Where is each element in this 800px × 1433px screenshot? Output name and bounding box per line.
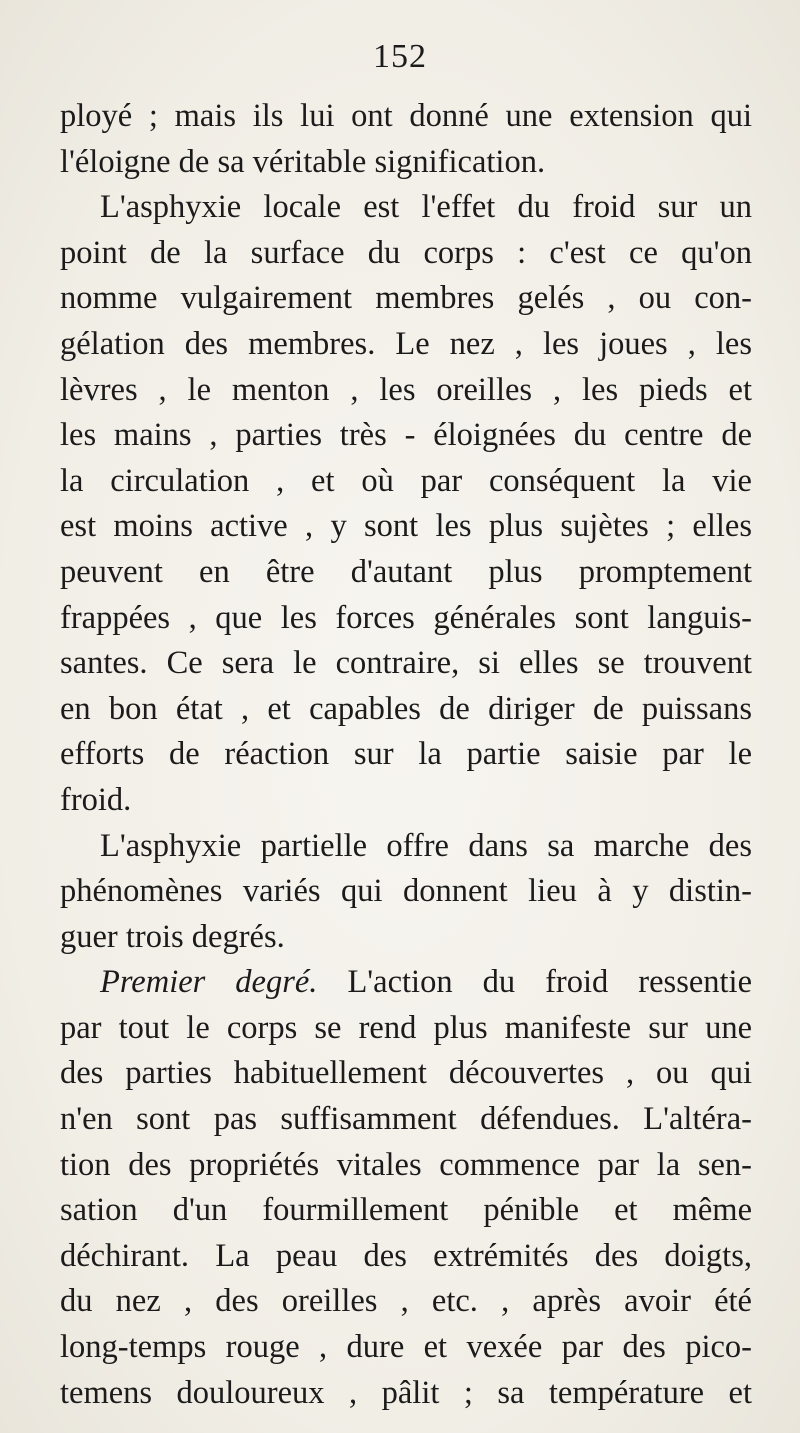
text-line: n'en sont pas suffisamment défendues. L'altéra- bbox=[60, 1101, 752, 1138]
text-line: des parties habituellement découvertes , ou qui bbox=[60, 1055, 752, 1092]
text-line: du nez , des oreilles , etc. , après avoir été bbox=[60, 1283, 752, 1320]
text-line: peuvent en être d'autant plus promptement bbox=[60, 553, 752, 590]
heading-continuation: L'action du froid ressentie bbox=[347, 964, 752, 1001]
text-line: phénomènes variés qui donnent lieu à y distin- bbox=[60, 873, 752, 910]
text-line: par tout le corps se rend plus manifeste sur une bbox=[60, 1009, 752, 1046]
text-line: L'asphyxie locale est l'effet du froid sur un bbox=[100, 189, 752, 226]
text-line: long-temps rouge , dure et vexée par des pico- bbox=[60, 1329, 752, 1366]
text-line: sation d'un fourmillement pénible et même bbox=[60, 1192, 752, 1229]
text-line: l'éloigne de sa véritable signification. bbox=[60, 143, 546, 180]
text-line: déchirant. La peau des extrémités des doigts, bbox=[60, 1237, 752, 1274]
text-line: efforts de réaction sur la partie saisie par le bbox=[60, 736, 752, 773]
text-line: la circulation , et où par conséquent la vie bbox=[60, 462, 752, 499]
text-line: gélation des membres. Le nez , les joues , les bbox=[60, 325, 752, 362]
text-line: froid. bbox=[60, 781, 132, 818]
text-line: guer trois degrés. bbox=[60, 918, 285, 955]
text-line: lèvres , le menton , les oreilles , les pieds et bbox=[60, 371, 752, 408]
page-number: 152 bbox=[373, 38, 427, 75]
text-line-heading bbox=[60, 960, 752, 1006]
text-line: santes. Ce sera le contraire, si elles se trouvent bbox=[60, 645, 752, 682]
body-text bbox=[60, 94, 752, 1416]
text-line: nomme vulgairement membres gelés , ou con- bbox=[60, 280, 752, 317]
text-line: ployé ; mais ils lui ont donné une extension qui bbox=[60, 98, 752, 134]
text-line: est moins active , y sont les plus sujètes ; elles bbox=[60, 508, 752, 545]
text-line: frappées , que les forces générales sont languis- bbox=[60, 599, 752, 636]
text-line: temens douloureux , pâlit ; sa température et bbox=[60, 1374, 752, 1411]
section-heading: Premier degré. bbox=[100, 964, 318, 1001]
text-line: L'asphyxie partielle offre dans sa marche des bbox=[100, 827, 752, 864]
text-line: les mains , parties très - éloignées du centre de bbox=[60, 417, 752, 454]
text-line: point de la surface du corps : c'est ce qu'on bbox=[60, 234, 752, 271]
text-line: tion des propriétés vitales commence par la sen- bbox=[60, 1146, 752, 1183]
text-line: en bon état , et capables de diriger de puissans bbox=[60, 690, 752, 727]
